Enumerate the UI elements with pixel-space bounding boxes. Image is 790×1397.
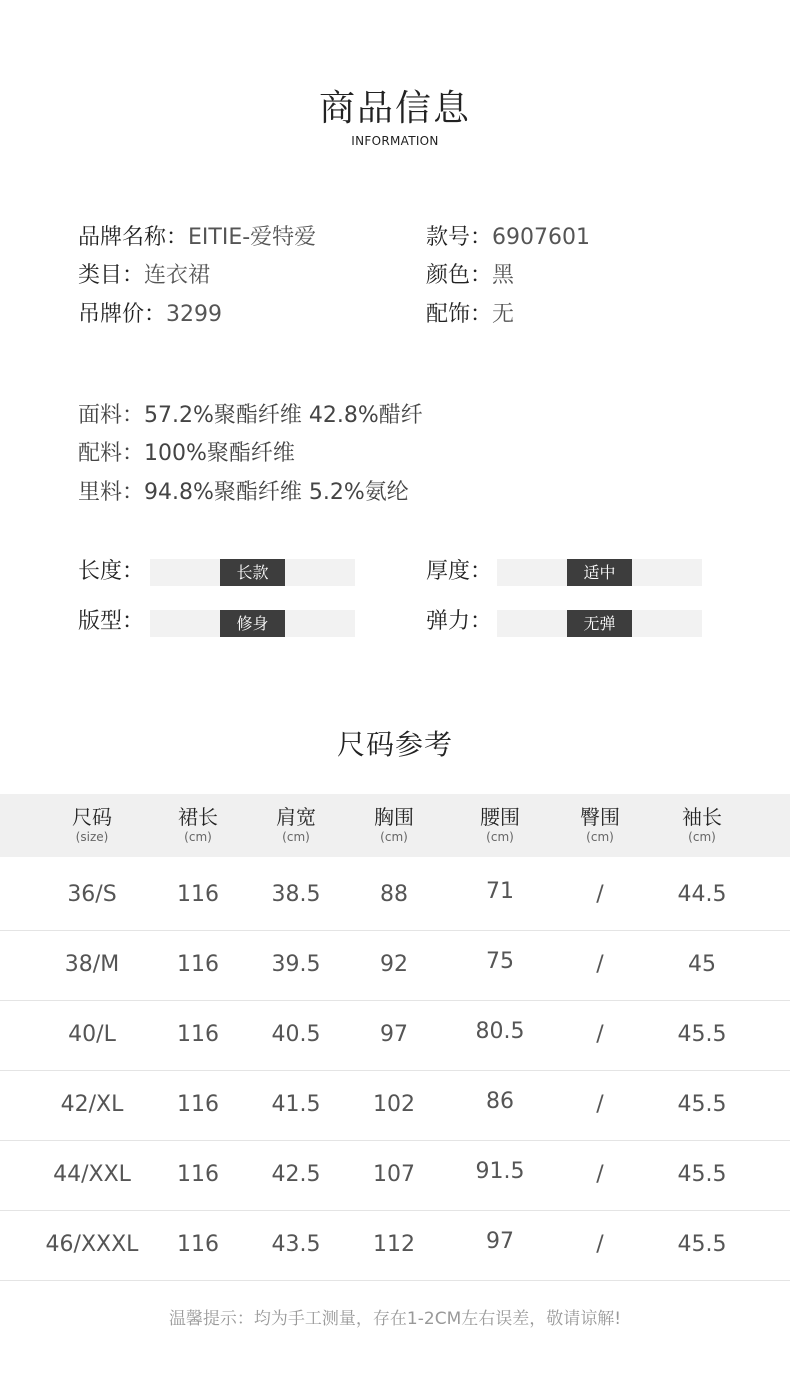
- cell-sleeve: 45: [688, 952, 716, 977]
- attr-fit-value: 修身: [220, 610, 285, 637]
- col-bust-header: [344, 794, 444, 857]
- color-label: 颜色：: [426, 263, 493, 288]
- cell-length: 116: [177, 952, 219, 977]
- brand-label: 品牌名称：: [78, 225, 189, 250]
- cell-size: 42/XL: [60, 1092, 124, 1117]
- cell-length: 116: [177, 1092, 219, 1117]
- cell-size: 44/XXL: [53, 1162, 131, 1187]
- cell-waist: 91.5: [475, 1159, 525, 1184]
- cell-shoulder: 40.5: [271, 1022, 321, 1047]
- cell-shoulder: 41.5: [271, 1092, 321, 1117]
- attr-thickness-label: 厚度：: [426, 559, 493, 584]
- col-length-header: [148, 794, 248, 857]
- fabric-trim-value: 100%聚酯纤维: [144, 441, 295, 466]
- cell-waist: 71: [486, 879, 514, 904]
- col-header-name: 臀围: [580, 805, 620, 829]
- col-header-name: 肩宽: [276, 805, 316, 829]
- brand-value: EITIE-爱特爱: [188, 225, 317, 250]
- size-table-header: [0, 794, 790, 857]
- fabric-main-row: [78, 401, 423, 431]
- style-no-label: 款号：: [426, 225, 493, 250]
- cell-size: 40/L: [68, 1022, 116, 1047]
- attr-fit-scale: [150, 610, 355, 637]
- size-chart-title: 尺码参考: [336, 728, 453, 761]
- cell-hip: /: [596, 952, 604, 977]
- cell-sleeve: 45.5: [677, 1162, 727, 1187]
- cell-waist: 97: [486, 1229, 514, 1254]
- cell-sleeve: 44.5: [677, 882, 727, 907]
- accessory-value: 无: [492, 302, 515, 327]
- color-row: [426, 261, 514, 291]
- cell-length: 116: [177, 1232, 219, 1257]
- col-header-unit: (cm): [688, 830, 716, 844]
- measurement-note: 温馨提示：均为手工测量，存在1-2CM左右误差，敬请谅解!: [168, 1309, 622, 1329]
- attr-fit-label: 版型：: [78, 609, 145, 634]
- col-header-unit: (cm): [184, 830, 212, 844]
- col-sleeve-header: [652, 794, 752, 857]
- fabric-lining-row: [78, 478, 409, 508]
- cell-shoulder: 39.5: [271, 952, 321, 977]
- style-no-value: 6907601: [492, 225, 590, 250]
- col-header-name: 胸围: [374, 805, 414, 829]
- cell-shoulder: 42.5: [271, 1162, 321, 1187]
- fabric-main-value: 57.2%聚酯纤维 42.8%醋纤: [144, 403, 423, 428]
- color-value: 黑: [492, 263, 515, 288]
- cell-sleeve: 45.5: [677, 1022, 727, 1047]
- attr-elasticity-scale: [497, 610, 702, 637]
- cell-shoulder: 43.5: [271, 1232, 321, 1257]
- col-size-header: [42, 794, 142, 857]
- col-shoulder-header: [246, 794, 346, 857]
- cell-bust: 112: [373, 1232, 415, 1257]
- table-row: [0, 930, 790, 1001]
- cell-sleeve: 45.5: [677, 1232, 727, 1257]
- col-header-unit: (cm): [586, 830, 614, 844]
- section-subtitle: INFORMATION: [351, 134, 439, 148]
- cell-length: 116: [177, 1022, 219, 1047]
- cell-length: 116: [177, 882, 219, 907]
- tag-price-row: [78, 300, 222, 330]
- cell-bust: 102: [373, 1092, 415, 1117]
- cell-size: 36/S: [67, 882, 117, 907]
- cell-hip: /: [596, 882, 604, 907]
- attr-thickness-scale: [497, 559, 702, 586]
- category-value: 连衣裙: [144, 263, 211, 288]
- fabric-main-label: 面料：: [78, 403, 145, 428]
- attr-length-label: 长度：: [78, 559, 145, 584]
- attr-length-value: 长款: [220, 559, 285, 586]
- category-row: [78, 261, 210, 291]
- accessory-label: 配饰：: [426, 302, 493, 327]
- tag-price-value: 3299: [166, 302, 223, 327]
- fabric-lining-value: 94.8%聚酯纤维 5.2%氨纶: [144, 480, 409, 505]
- col-header-name: 尺码: [72, 805, 112, 829]
- attr-elasticity-label: 弹力：: [426, 609, 493, 634]
- cell-hip: /: [596, 1162, 604, 1187]
- cell-size: 38/M: [64, 952, 120, 977]
- attr-length-scale: [150, 559, 355, 586]
- brand-row: [78, 223, 316, 253]
- cell-hip: /: [596, 1232, 604, 1257]
- attr-thickness-value: 适中: [567, 559, 632, 586]
- fabric-trim-row: [78, 439, 295, 469]
- col-waist-header: [450, 794, 550, 857]
- fabric-trim-label: 配料：: [78, 441, 145, 466]
- table-row: [0, 860, 790, 931]
- cell-waist: 80.5: [475, 1019, 525, 1044]
- cell-hip: /: [596, 1022, 604, 1047]
- category-label: 类目：: [78, 263, 145, 288]
- table-row: [0, 1070, 790, 1141]
- cell-shoulder: 38.5: [271, 882, 321, 907]
- cell-length: 116: [177, 1162, 219, 1187]
- accessory-row: [426, 300, 514, 330]
- col-header-unit: (cm): [282, 830, 310, 844]
- cell-bust: 88: [380, 882, 408, 907]
- table-row: [0, 1000, 790, 1071]
- col-hip-header: [550, 794, 650, 857]
- cell-waist: 75: [486, 949, 514, 974]
- col-header-name: 腰围: [480, 805, 520, 829]
- col-header-unit: (cm): [380, 830, 408, 844]
- col-header-unit: (size): [75, 830, 109, 844]
- cell-waist: 86: [486, 1089, 514, 1114]
- cell-size: 46/XXXL: [45, 1232, 139, 1257]
- table-row: [0, 1210, 790, 1281]
- col-header-unit: (cm): [486, 830, 514, 844]
- cell-bust: 97: [380, 1022, 408, 1047]
- attr-elasticity-value: 无弹: [567, 610, 632, 637]
- cell-sleeve: 45.5: [677, 1092, 727, 1117]
- cell-bust: 107: [373, 1162, 415, 1187]
- col-header-name: 袖长: [682, 805, 722, 829]
- style-no-row: [426, 223, 590, 253]
- fabric-lining-label: 里料：: [78, 480, 145, 505]
- tag-price-label: 吊牌价：: [78, 302, 167, 327]
- table-row: [0, 1140, 790, 1211]
- cell-hip: /: [596, 1092, 604, 1117]
- cell-bust: 92: [380, 952, 408, 977]
- col-header-name: 裙长: [178, 805, 218, 829]
- section-title: 商品信息: [318, 88, 471, 129]
